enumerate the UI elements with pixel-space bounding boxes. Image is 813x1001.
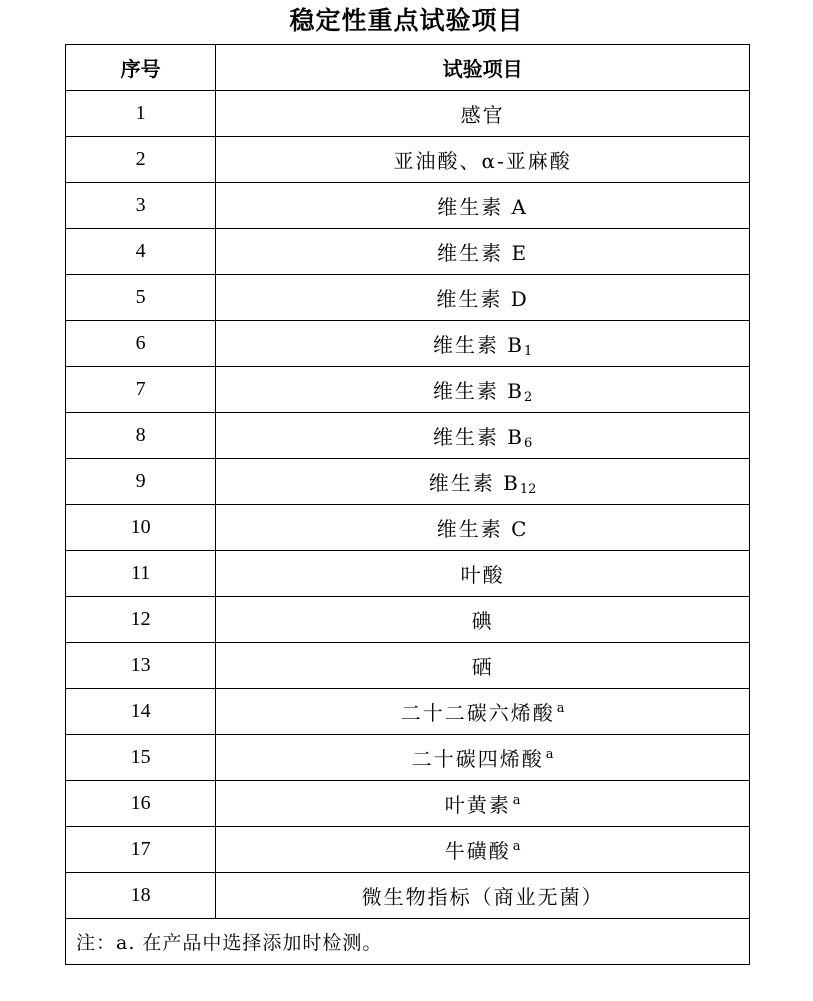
row-serial-number: 9 bbox=[66, 459, 216, 505]
table-row bbox=[66, 91, 750, 137]
footnote-marker: a bbox=[512, 839, 521, 854]
row-serial-number: 4 bbox=[66, 229, 216, 275]
table-row bbox=[66, 367, 750, 413]
row-serial-number: 6 bbox=[66, 321, 216, 367]
row-serial-number: 3 bbox=[66, 183, 216, 229]
table-note-row bbox=[66, 919, 750, 965]
row-serial-number: 15 bbox=[66, 735, 216, 781]
table-row bbox=[66, 505, 750, 551]
row-serial-number: 16 bbox=[66, 781, 216, 827]
table-row bbox=[66, 735, 750, 781]
row-test-item bbox=[216, 827, 750, 873]
table-row bbox=[66, 183, 750, 229]
row-test-item bbox=[216, 183, 750, 229]
test-item-name: 叶酸 bbox=[460, 563, 505, 587]
row-test-item bbox=[216, 873, 750, 919]
table-row bbox=[66, 137, 750, 183]
row-serial-number: 14 bbox=[66, 689, 216, 735]
row-serial-number: 12 bbox=[66, 597, 216, 643]
table-row bbox=[66, 873, 750, 919]
test-item-name: 维生素 A bbox=[437, 195, 529, 219]
row-serial-number: 2 bbox=[66, 137, 216, 183]
row-test-item bbox=[216, 367, 750, 413]
row-test-item bbox=[216, 689, 750, 735]
test-item-name: 叶黄素 bbox=[444, 793, 511, 817]
row-serial-number: 1 bbox=[66, 91, 216, 137]
test-item-name: 亚油酸、α-亚麻酸 bbox=[393, 149, 572, 173]
table-row bbox=[66, 781, 750, 827]
row-serial-number: 17 bbox=[66, 827, 216, 873]
test-item-name: 维生素 B bbox=[428, 470, 520, 495]
row-serial-number: 8 bbox=[66, 413, 216, 459]
test-item-name: 碘 bbox=[471, 609, 494, 633]
table-row bbox=[66, 229, 750, 275]
row-test-item bbox=[216, 137, 750, 183]
row-serial-number: 11 bbox=[66, 551, 216, 597]
table-row bbox=[66, 689, 750, 735]
test-item-name: 维生素 E bbox=[437, 241, 529, 265]
item-subscript: 2 bbox=[524, 389, 533, 405]
row-serial-number: 7 bbox=[66, 367, 216, 413]
table-row bbox=[66, 275, 750, 321]
test-item-name: 硒 bbox=[471, 655, 494, 679]
table-row bbox=[66, 827, 750, 873]
row-test-item bbox=[216, 643, 750, 689]
test-item-name: 维生素 C bbox=[436, 517, 529, 541]
table-header-row bbox=[66, 45, 750, 91]
test-item-name: 维生素 B bbox=[432, 332, 524, 357]
row-test-item bbox=[216, 781, 750, 827]
header-test-item: 试验项目 bbox=[216, 45, 750, 91]
footnote-marker: a bbox=[556, 701, 565, 716]
test-item-name: 二十二碳六烯酸 bbox=[400, 701, 555, 725]
row-test-item bbox=[216, 505, 750, 551]
row-test-item bbox=[216, 229, 750, 275]
document-title: 稳定性重点试验项目 bbox=[289, 6, 524, 35]
row-test-item bbox=[216, 597, 750, 643]
test-item-name: 维生素 B bbox=[432, 424, 524, 449]
row-test-item bbox=[216, 275, 750, 321]
row-test-item bbox=[216, 551, 750, 597]
table-row bbox=[66, 459, 750, 505]
table-row bbox=[66, 413, 750, 459]
item-subscript: 1 bbox=[524, 343, 533, 359]
test-item-name: 二十碳四烯酸 bbox=[411, 747, 544, 771]
row-serial-number: 13 bbox=[66, 643, 216, 689]
test-item-name: 感官 bbox=[460, 103, 505, 127]
test-item-name: 微生物指标（商业无菌） bbox=[361, 885, 604, 909]
header-serial-number: 序号 bbox=[66, 45, 216, 91]
item-subscript: 12 bbox=[519, 481, 537, 497]
row-test-item bbox=[216, 91, 750, 137]
footnote-marker: a bbox=[545, 747, 554, 762]
table-row bbox=[66, 551, 750, 597]
test-item-name: 牛磺酸 bbox=[444, 839, 511, 863]
row-test-item bbox=[216, 459, 750, 505]
table-row bbox=[66, 597, 750, 643]
row-test-item bbox=[216, 321, 750, 367]
table-note: 注：a. 在产品中选择添加时检测。 bbox=[66, 919, 750, 965]
row-test-item bbox=[216, 735, 750, 781]
footnote-marker: a bbox=[512, 793, 521, 808]
row-serial-number: 5 bbox=[66, 275, 216, 321]
table-body bbox=[66, 91, 750, 919]
table-row bbox=[66, 321, 750, 367]
test-item-name: 维生素 B bbox=[432, 378, 524, 403]
row-serial-number: 10 bbox=[66, 505, 216, 551]
row-test-item bbox=[216, 413, 750, 459]
stability-test-table bbox=[65, 44, 750, 965]
test-item-name: 维生素 D bbox=[436, 287, 529, 311]
row-serial-number: 18 bbox=[66, 873, 216, 919]
item-subscript: 6 bbox=[524, 435, 533, 451]
table-row bbox=[66, 643, 750, 689]
